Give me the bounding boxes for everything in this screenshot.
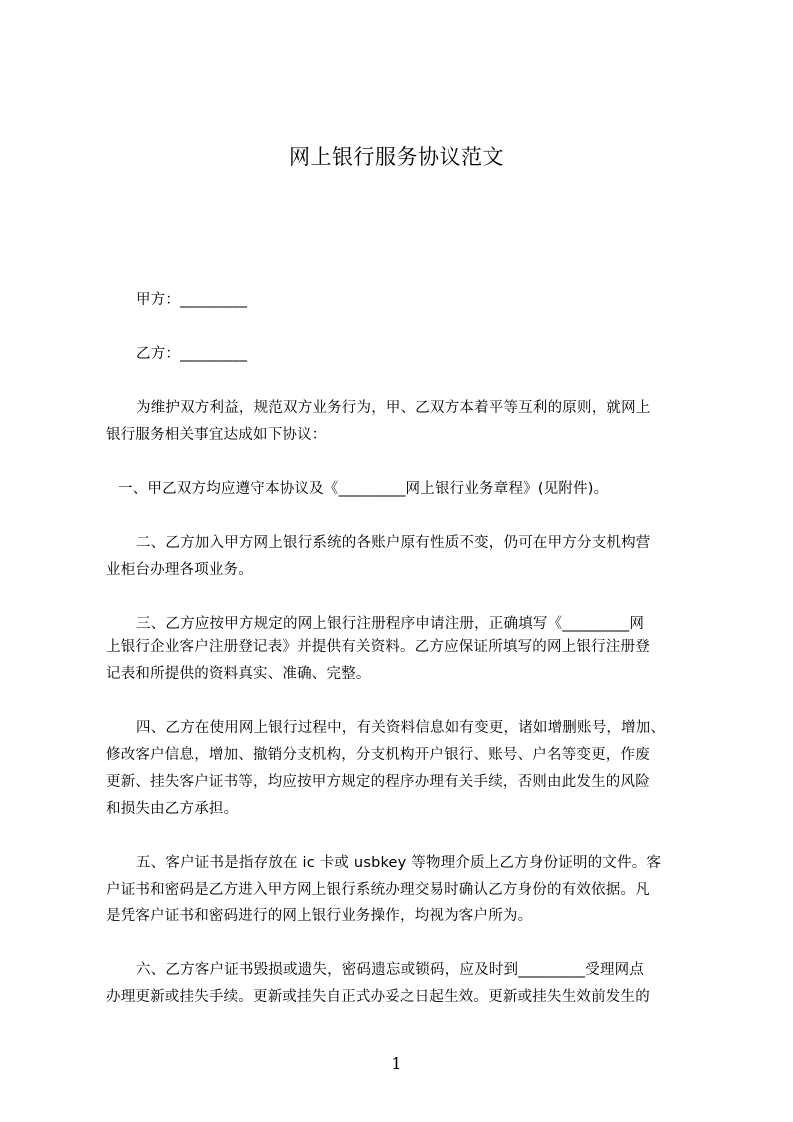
clause-2-line-2: 业柜台办理各项业务。	[106, 562, 253, 578]
clause-3-line-2: 上银行企业客户注册登记表》并提供有关资料。乙方应保证所填写的网上银行注册登	[106, 639, 650, 655]
party-a-line: 甲方：_________	[136, 292, 248, 308]
page-number: 1	[391, 1054, 402, 1073]
preamble-line-1: 为维护双方利益，规范双方业务行为，甲、乙双方本着平等互利的原则，就网上	[136, 400, 651, 416]
clause-4-line-1: 四、乙方在使用网上银行过程中，有关资料信息如有变更，诸如增删账号，增加、	[136, 720, 666, 736]
clause-5-line-3: 是凭客户证书和密码进行的网上银行业务操作，均视为客户所为。	[106, 908, 533, 924]
clause-3-line-1: 三、乙方应按甲方规定的网上银行注册程序申请注册，正确填写《_________网	[136, 616, 645, 632]
clause-2-line-1: 二、乙方加入甲方网上银行系统的各账户原有性质不变，仍可在甲方分支机构营	[136, 535, 651, 551]
preamble-line-2: 银行服务相关事宜达成如下协议：	[106, 427, 327, 443]
clause-4-line-3: 更新、挂失客户证书等，均应按甲方规定的程序办理有关手续，否则由此发生的风险	[106, 774, 650, 790]
clause-5-line-1: 五、客户证书是指存放在 ic 卡或 usbkey 等物理介质上乙方身份证明的文件。客	[136, 855, 662, 871]
clause-6-line-1: 六、乙方客户证书毁损或遗失，密码遗忘或锁码，应及时到_________受理网点	[136, 962, 645, 978]
clause-1-line-1: 一、甲乙双方均应遵守本协议及《_________网上银行业务章程》(见附件)。	[118, 481, 609, 497]
clause-3-line-3: 记表和所提供的资料真实、准确、完整。	[106, 666, 371, 682]
clause-4-line-2: 修改客户信息，增加、撤销分支机构，分支机构开户银行、账号、户名等变更，作废	[106, 747, 650, 763]
clause-6-line-2: 办理更新或挂失手续。更新或挂失自正式办妥之日起生效。更新或挂失生效前发生的	[106, 989, 650, 1005]
party-b-line: 乙方：_________	[136, 346, 248, 362]
page-title: 网上银行服务协议范文	[289, 145, 504, 169]
clause-5-line-2: 户证书和密码是乙方进入甲方网上银行系统办理交易时确认乙方身份的有效依据。凡	[106, 882, 650, 898]
clause-4-line-4: 和损失由乙方承担。	[106, 801, 239, 817]
